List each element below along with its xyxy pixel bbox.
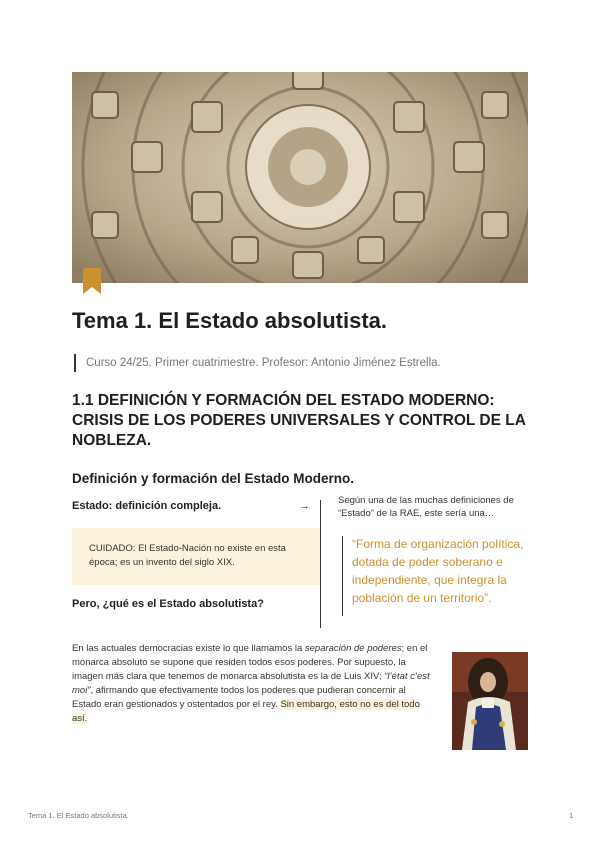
cover-image: [72, 72, 528, 283]
arrow-right-icon: →: [299, 500, 310, 512]
toggle-label: Estado: definición compleja.: [72, 500, 222, 512]
rae-quote: “Forma de organización política, dotada de poder soberano e independiente, que integra la población de un territorio”.: [352, 537, 524, 605]
column-divider: [320, 500, 321, 628]
body-text-2: ; en el monarca absoluto se supone que residen todos esos poderes. Por supuesto, la imagen más clara que tenemos de monarca absolutista es la de Luis XIV;: [72, 643, 428, 682]
course-info: Curso 24/25. Primer cuatrimestre. Profesor: Antonio Jiménez Estrella.: [86, 357, 441, 369]
warning-callout: CUIDADO: El Estado-Nación no existe en esta época; es un invento del siglo XIX.: [72, 528, 320, 585]
section-heading: 1.1 DEFINICIÓN Y FORMACIÓN DEL ESTADO MODERNO: CRISIS DE LOS PODERES UNIVERSALES Y CONTROL DE LA NOBLEZA.: [72, 392, 526, 449]
louis-xiv-portrait: [452, 652, 528, 750]
subsection-heading: Definición y formación del Estado Moderno.: [72, 471, 355, 486]
body-paragraph: [72, 642, 434, 726]
page-number: 1: [569, 811, 574, 820]
body-text-1: En las actuales democracias existe lo que llamamos la: [72, 643, 305, 654]
rae-intro: Según una de las muchas definiciones de “Estado” de la RAE, este sería una…: [338, 495, 514, 519]
body-emphasis-2: “l’état c’est moi”: [72, 671, 430, 696]
toggle-estado-definicion[interactable]: [72, 500, 310, 512]
callout-border: [74, 354, 76, 372]
bookmark-icon: [83, 268, 101, 294]
body-emphasis-1: separación de poderes: [304, 643, 402, 654]
body-text-3: , afirmando que efectivamente todos los poderes que pudieran concernir al Estado eran gestionados y ostentados por el rey.: [72, 685, 406, 710]
body-highlight: Sin embargo, esto no es del todo así.: [72, 699, 420, 724]
quote-border: [342, 536, 343, 616]
page-title: Tema 1. El Estado absolutista.: [72, 308, 388, 333]
question-heading: Pero, ¿qué es el Estado absolutista?: [72, 598, 264, 610]
footer-title: Tema 1. El Estado absolutista.: [28, 811, 129, 820]
